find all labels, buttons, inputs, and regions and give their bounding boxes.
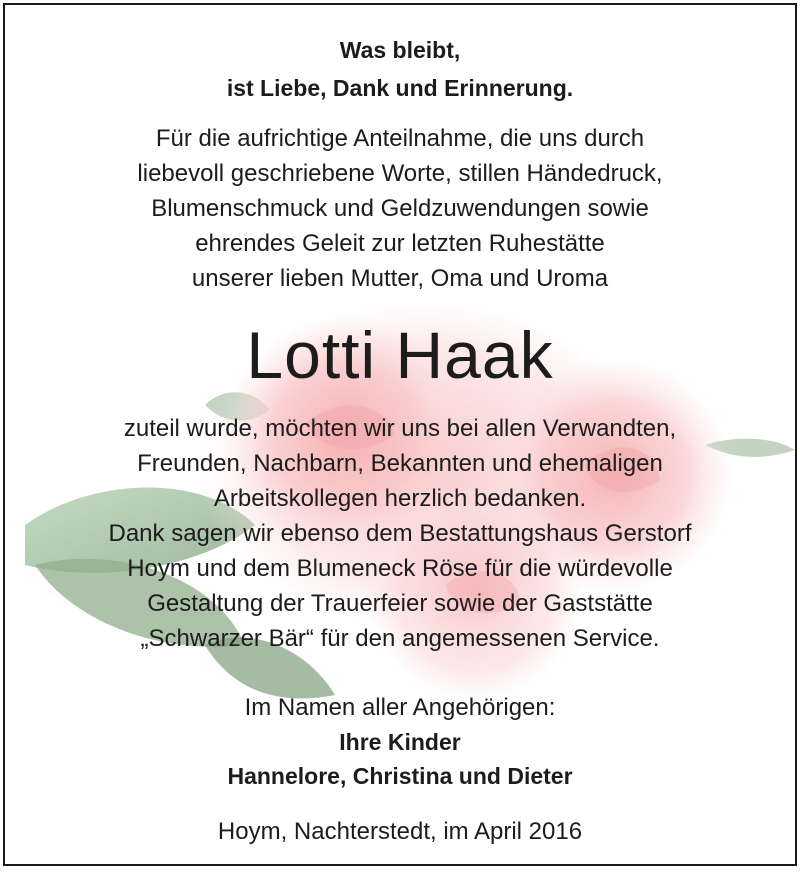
- body-line: Hoym und dem Blumeneck Röse für die würdevolle: [127, 555, 673, 582]
- body-line: zuteil wurde, möchten wir uns bei allen Verwandten,: [123, 415, 677, 442]
- intro-line: Für die aufrichtige Anteilnahme, die uns durch: [155, 125, 645, 152]
- intro-paragraph: [5, 121, 795, 296]
- body-line: Gestaltung der Trauerfeier sowie der Gaststätte: [147, 590, 653, 617]
- thanks-paragraph: [5, 411, 795, 656]
- obituary-notice: [3, 3, 797, 866]
- signoff-names: Hannelore, Christina und Dieter: [227, 763, 573, 789]
- intro-line: ehrendes Geleit zur letzten Ruhestätte: [195, 230, 605, 257]
- body-line: Arbeitskollegen herzlich bedanken.: [213, 485, 587, 512]
- signoff-preface: Im Namen aller Angehörigen:: [244, 694, 556, 721]
- intro-line: liebevoll geschriebene Worte, stillen Händedruck,: [137, 160, 663, 187]
- motto: [5, 31, 795, 107]
- intro-line: unserer lieben Mutter, Oma und Uroma: [191, 265, 609, 292]
- body-line: „Schwarzer Bär“ für den angemessenen Service.: [140, 625, 660, 652]
- place-date: Hoym, Nachterstedt, im April 2016: [217, 818, 583, 845]
- deceased-name: Lotti Haak: [246, 318, 554, 392]
- body-line: Dank sagen wir ebenso dem Bestattungshaus Gerstorf: [108, 520, 692, 547]
- motto-line-2: ist Liebe, Dank und Erinnerung.: [226, 75, 574, 101]
- intro-line: Blumenschmuck und Geldzuwendungen sowie: [151, 195, 649, 222]
- signoff: [5, 691, 795, 793]
- signoff-group: Ihre Kinder: [339, 729, 461, 755]
- motto-line-1: Was bleibt,: [339, 37, 461, 63]
- body-line: Freunden, Nachbarn, Bekannten und ehemaligen: [137, 450, 663, 477]
